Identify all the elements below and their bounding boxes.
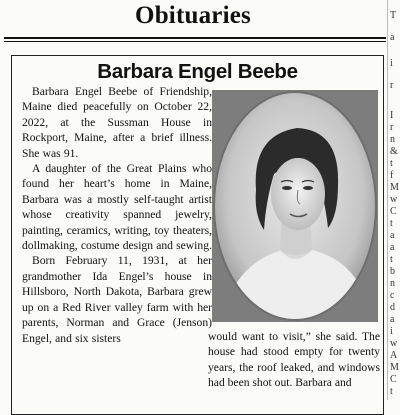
column-fragment: t bbox=[390, 158, 393, 169]
column-fragment: t bbox=[390, 386, 393, 397]
column-fragment: C bbox=[390, 206, 397, 217]
obituary-name: Barbara Engel Beebe bbox=[97, 60, 298, 83]
column-fragment: i bbox=[390, 58, 393, 69]
column-fragment: a bbox=[390, 314, 395, 325]
column-fragment: I bbox=[390, 110, 394, 121]
obituary-left-column bbox=[22, 84, 212, 346]
obituary-paragraph: Born February 11, 1931, at her grandmother Ida Engel’s house in Hillsboro, North Dakota, Barbara grew up on a Red River valley farm with her parents, Norman and Grace (Jenson) Engel, and six sisters bbox=[22, 254, 212, 345]
column-fragment: w bbox=[390, 338, 398, 349]
column-fragment: t bbox=[390, 254, 393, 265]
portrait-photo-illustration bbox=[212, 90, 378, 322]
obituary-right-column bbox=[208, 329, 380, 391]
column-fragment: M bbox=[390, 362, 399, 373]
header-rule-thin bbox=[4, 41, 386, 42]
column-fragment: & bbox=[390, 146, 398, 157]
obituary-paragraph: would want to visit,” she said. The house had stood empty for twenty years, the roof leaked, and windows had been shot out. Barbara and bbox=[208, 330, 380, 390]
obituary-paragraph: Barbara Engel Beebe of Friendship, Maine died peacefully on October 22, 2022, at the Sussman House in Rockport, Maine, after a brief illness. She was 91. bbox=[22, 85, 212, 160]
column-fragment: r bbox=[390, 122, 394, 133]
column-fragment: A bbox=[390, 350, 398, 361]
section-title: Obituaries bbox=[135, 2, 251, 29]
adjacent-column-edge bbox=[387, 0, 400, 400]
column-fragment: w bbox=[390, 194, 398, 205]
portrait-photo bbox=[212, 90, 378, 322]
column-fragment: M bbox=[390, 182, 399, 193]
column-fragment: r bbox=[390, 80, 394, 91]
column-fragment: a bbox=[390, 32, 395, 43]
obituary-box bbox=[11, 55, 384, 415]
column-fragment: i bbox=[390, 326, 393, 337]
column-fragment: c bbox=[390, 290, 395, 301]
column-fragment: a bbox=[390, 242, 395, 253]
column-fragment: n bbox=[390, 278, 395, 289]
column-fragment: d bbox=[390, 302, 395, 313]
header-rule-thick bbox=[4, 37, 386, 39]
column-fragment: b bbox=[390, 266, 395, 277]
column-fragment: a bbox=[390, 230, 395, 241]
obituary-paragraph: A daughter of the Great Plains who found her heart’s home in Maine, Barbara was a mostly self-taught artist whose creativity spanned jewelry, painting, ceramics, writing, toy theaters, dollmaking, costume design and sewing. bbox=[22, 162, 212, 253]
column-fragment: C bbox=[390, 374, 397, 385]
column-fragment: t bbox=[390, 218, 393, 229]
column-fragment: f bbox=[390, 170, 394, 181]
column-fragment: n bbox=[390, 134, 395, 145]
column-fragment: T bbox=[390, 10, 397, 21]
